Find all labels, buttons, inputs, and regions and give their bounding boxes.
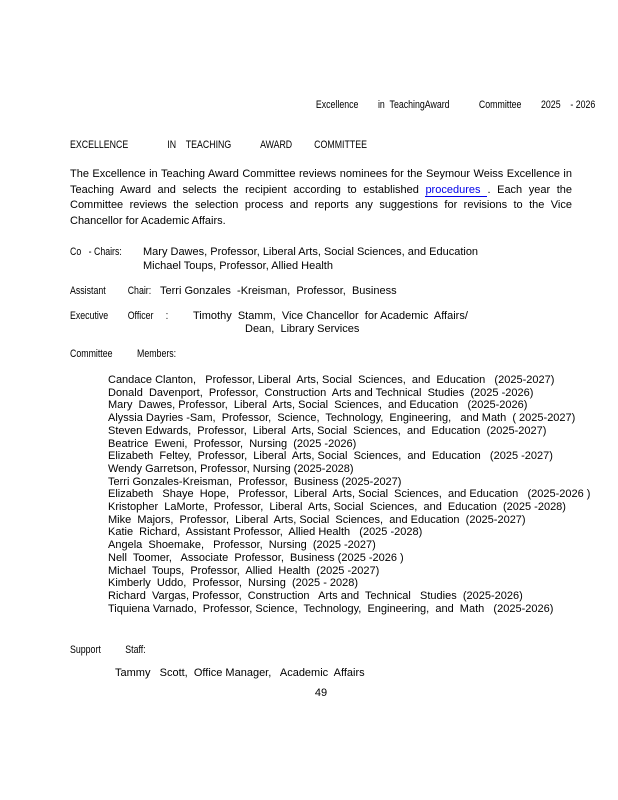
intro-text-before: The Excellence in Teaching Award Committee reviews nominees for the Seymour Weiss Excellence in Teaching Award and selects the recipient according to established [70,168,572,196]
intro-paragraph [70,167,572,229]
committee-member-item: Mary Dawes, Professor, Liberal Arts, Social Sciences, and Education (2025-2026) [108,399,528,412]
committee-member-item: Elizabeth Shaye Hope, Professor, Liberal Arts, Social Sciences, and Education (2025-2026 ) [108,488,591,501]
executive-officer-title-line: Dean, Library Services [245,323,360,335]
committee-members-list [108,374,595,615]
committee-member-item: Donald Davenport, Professor, Construction Arts and Technical Studies (2025 -2026) [108,386,534,399]
committee-member-item: Nell Toomer, Associate Professor, Business (2025 -2026 ) [108,551,404,564]
page-number: 49 [314,687,328,700]
document-title [70,139,595,152]
document-title-text: EXCELLENCE IN TEACHING AWARD COMMITTEE [70,139,367,151]
committee-member-item: Tiquiena Varnado, Professor, Science, Technology, Engineering, and Math (2025-2026) [108,602,554,615]
support-staff-heading [70,644,595,658]
committee-member-item: Katie Richard, Assistant Professor, Allied Health (2025 -2028) [108,526,423,539]
co-chairs-label: Co - Chairs: [70,246,122,258]
committee-member-item: Wendy Garretson, Professor, Nursing (2025-2028) [108,462,354,475]
committee-member-item: Angela Shoemake, Professor, Nursing (2025 -2027) [108,539,376,552]
committee-members-label: Committee Members: [70,347,177,360]
executive-officer-row [70,310,595,337]
committee-member-item: Steven Edwards, Professor, Liberal Arts, Social Sciences, and Education (2025-2027) [108,424,547,437]
executive-officer-label: Executive Officer : [70,309,169,322]
committee-member-item: Alyssia Dayries -Sam, Professor, Science, Technology, Engineering, and Math ( 2025-2027) [108,412,576,425]
co-chair-name: Michael Toups, Professor, Allied Health [143,259,333,272]
assistant-chair-name: Terri Gonzales -Kreisman, Professor, Business [160,285,397,297]
procedures-link[interactable]: procedures [425,184,487,197]
committee-member-item: Elizabeth Feltey, Professor, Liberal Arts, Social Sciences, and Education (2025 -2027) [108,450,553,463]
support-staff-label: Support Staff: [70,644,146,657]
page-header [70,99,595,112]
committee-member-item: Richard Vargas, Professor, Construction Arts and Technical Studies (2025-2026) [108,589,523,602]
committee-member-item: Candace Clanton, Professor, Liberal Arts, Social Sciences, and Education (2025-2027) [108,374,555,386]
assistant-chair-label: Assistant Chair: [70,285,152,297]
co-chair-name: Mary Dawes, Professor, Liberal Arts, Social Sciences, and Education [143,246,479,258]
committee-member-item: Terri Gonzales-Kreisman, Professor, Business (2025-2027) [108,475,402,488]
intro-text-after: . Each year the Committee reviews the selection process and reports any suggestions for revisions to the Vice Chancellor for Academic Affairs. [70,183,572,227]
executive-officer-name: Timothy Stamm, Vice Chancellor for Academic Affairs/ [193,309,468,322]
page-header-text: Excellence in TeachingAward Committee 2025 - 2026 [315,99,595,111]
committee-members-heading [70,348,595,362]
committee-member-item: Mike Majors, Professor, Liberal Arts, Social Sciences, and Education (2025-2027) [108,513,526,526]
assistant-chair-row [70,285,595,299]
committee-member-item: Michael Toups, Professor, Allied Health (2025 -2027) [108,564,380,577]
co-chairs-row [70,246,595,273]
support-staff-name: Tammy Scott, Office Manager, Academic Affairs [115,666,365,679]
committee-member-item: Beatrice Eweni, Professor, Nursing (2025 -2026) [108,437,357,450]
committee-member-item: Kimberly Uddo, Professor, Nursing (2025 - 2028) [108,577,359,590]
committee-member-item: Kristopher LaMorte, Professor, Liberal Arts, Social Sciences, and Education (2025 -2028) [108,501,566,514]
